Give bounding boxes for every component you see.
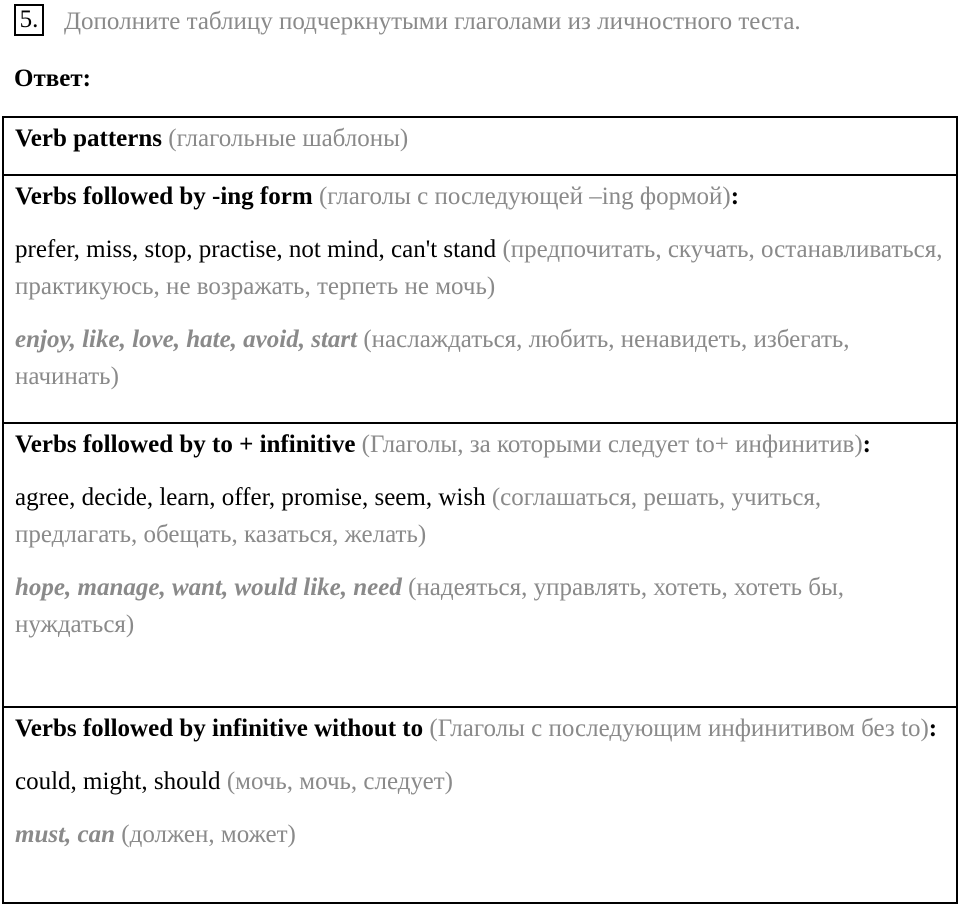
verb-list <box>15 763 945 800</box>
verb-list-english: agree, decide, learn, offer, promise, seem, wish <box>15 484 486 511</box>
heading-translation: (Глаголы с последующим инфинитивом без to) <box>423 715 929 742</box>
verb-list-english: prefer, miss, stop, practise, not mind, can't stand <box>15 236 497 263</box>
task-statement <box>14 3 954 40</box>
verb-list-italic <box>15 816 945 853</box>
heading-bold: Verbs followed by to + infinitive <box>15 431 356 458</box>
verb-list <box>15 479 945 553</box>
heading-bold: Verbs followed by infinitive without to <box>15 715 424 742</box>
table-row <box>3 175 957 423</box>
table-row <box>3 707 957 903</box>
task-text: Дополните таблицу подчеркнутыми глаголами из личностного теста. <box>64 8 801 35</box>
heading-colon: : <box>862 431 871 458</box>
heading-colon: : <box>928 715 938 742</box>
table-cell-to-infinitive <box>3 423 957 707</box>
title-translation: (глагольные шаблоны) <box>162 125 409 152</box>
verb-list-italic-translation: (наслаждаться, любить, ненавидеть, избегать, начинать) <box>15 326 850 390</box>
verb-list-translation: (мочь, мочь, следует) <box>220 768 454 795</box>
answer-label: Ответ: <box>14 65 91 92</box>
title-bold: Verb patterns <box>15 125 162 152</box>
heading-translation: (Глаголы, за которыми следует to+ инфинитив) <box>355 431 863 458</box>
verb-list-italic <box>15 321 945 395</box>
table-row <box>3 423 957 707</box>
verb-list-translation: (соглашаться, решать, учиться, предлагать, обещать, казаться, желать) <box>15 484 822 548</box>
heading-colon: : <box>730 183 740 210</box>
table-cell-ing-form <box>3 175 957 423</box>
verb-patterns-table <box>2 116 958 904</box>
heading-translation: (глаголы с последующей –ing формой) <box>312 183 731 210</box>
verb-list-translation: (предпочитать, скучать, останавливаться, практикуюсь, не возражать, терпеть не мочь) <box>15 236 943 300</box>
heading-bold: Verbs followed by -ing form <box>15 183 313 210</box>
section-heading <box>15 178 945 215</box>
verb-list-italic-english: hope, manage, want, would like, need <box>15 574 402 601</box>
table-title <box>15 120 945 157</box>
verb-list-english: could, might, should <box>15 768 221 795</box>
verb-list-italic-translation: (должен, может) <box>115 821 296 848</box>
verb-list <box>15 231 945 305</box>
verb-list-italic-translation: (надеяться, управлять, хотеть, хотеть бы, нуждаться) <box>15 574 845 638</box>
verb-list-italic-english: must, can <box>15 821 116 848</box>
task-number: 5. <box>14 4 44 36</box>
table-row <box>3 117 957 175</box>
section-heading <box>15 426 945 463</box>
verb-list-italic-english: enjoy, like, love, hate, avoid, start <box>15 326 358 353</box>
table-cell-title <box>3 117 957 175</box>
verb-list-italic <box>15 569 945 643</box>
table-cell-infinitive-without-to <box>3 707 957 903</box>
section-heading <box>15 710 945 747</box>
